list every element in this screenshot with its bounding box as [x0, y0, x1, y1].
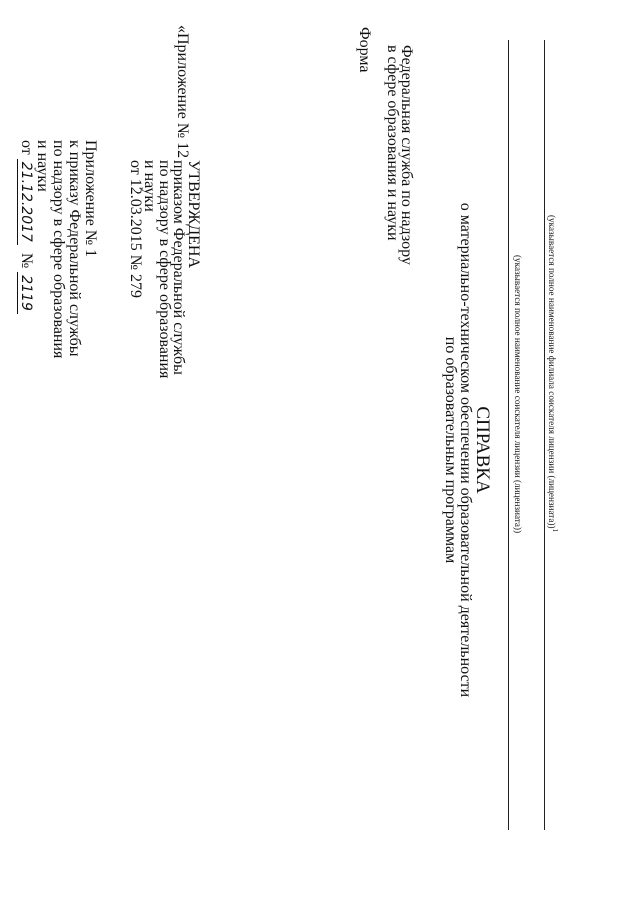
applicant-name-line[interactable] — [508, 40, 509, 830]
handwritten-date: 21.12.2017 — [17, 159, 34, 245]
handwritten-number: 2119 — [17, 272, 34, 314]
branch-name-line[interactable] — [544, 40, 545, 830]
order-line: и науки — [34, 140, 51, 192]
agency-line: в сфере образования и науки — [384, 45, 401, 241]
approved-line: приказом Федеральной службы — [170, 160, 188, 375]
footnote-marker: 1 — [551, 528, 559, 533]
approved-line: и науки — [141, 160, 159, 212]
form-label: Форма — [356, 27, 373, 73]
approved-title: УТВЕРЖДЕНА — [185, 160, 202, 269]
appendix-number: Приложение № 1 — [82, 140, 99, 258]
title-subline: о материально-техническом обеспечении образовательной деятельности — [457, 202, 474, 698]
order-line: к приказу Федеральной службы — [66, 140, 83, 357]
order-appendix-block — [17, 140, 98, 358]
order-line: по надзору в сфере образования — [50, 140, 67, 359]
title-subline: по образовательным программам — [442, 336, 460, 564]
number-label: № — [18, 252, 35, 269]
applicant-caption: (указывается полное наименование соискателя лицензии (лицензиата)) — [513, 255, 523, 534]
agency-line: Федеральная служба по надзору — [398, 45, 415, 265]
document-title: СПРАВКА — [472, 406, 493, 494]
order-date-line — [17, 140, 34, 358]
approved-date-line: от 12.03.2015 № 279 — [127, 160, 144, 299]
agency-block — [385, 45, 413, 265]
title-block — [443, 190, 492, 710]
from-label: от — [18, 140, 35, 155]
branch-caption: (указывается полное наименование филиала соискателя лицензии (лицензиата))$^1$ — [546, 215, 559, 533]
appendix-12-label: «Приложение № 12 — [174, 25, 191, 159]
approved-line: по надзору в сфере образования — [156, 160, 173, 379]
approved-block — [128, 160, 201, 378]
